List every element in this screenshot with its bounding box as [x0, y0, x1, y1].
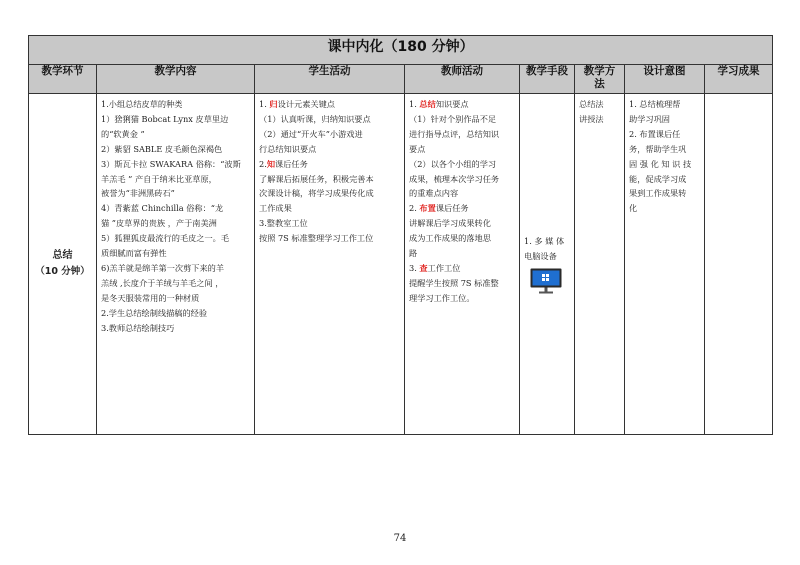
design-intent-lines [625, 94, 704, 216]
teaching-method-cell [575, 94, 625, 435]
teacher-line: 成为工作成果的落地思 [409, 233, 491, 244]
highlight-keyword: 归 [269, 99, 278, 109]
smart-board-display-icon [530, 268, 562, 294]
content-cell [97, 94, 255, 435]
design-line: 固 强 化 知 识 技 [629, 158, 692, 169]
content-line: 2）紫貂 SABLE 皮毛颜色深褐色 [101, 143, 223, 154]
content-line: 猫 ”皮草界的贵族 ，产于南美洲 [101, 218, 217, 229]
content-line: 3）斯瓦卡拉 SWAKARA 俗称：“波斯 [101, 158, 241, 169]
teaching-method-lines [575, 94, 624, 127]
content-line: 2.学生总结绘制线描稿的经验 [101, 307, 208, 318]
design-line: 2. 布置课后任 [629, 128, 681, 139]
item-text: 工作工位 [427, 262, 461, 273]
learning-outcome-cell [705, 94, 773, 435]
student-line [259, 97, 400, 112]
item-number: 1. [259, 99, 270, 109]
highlight-keyword: 知 [266, 158, 276, 169]
highlight-keyword: 布置 [419, 203, 436, 214]
teacher-line: 理学习工作工位。 [409, 292, 475, 303]
teacher-line: 提醒学生按照 7S 标准整 [409, 277, 499, 288]
student-activity-lines [255, 94, 404, 246]
stage-cell [29, 94, 97, 435]
student-line: 3.整教室工位 [259, 218, 308, 229]
design-line: 务，帮助学生巩 [629, 143, 687, 154]
item-text: 课后任务 [275, 158, 308, 169]
design-line: 能，促成学习成 [629, 173, 687, 184]
header-teacher-activity: 教师活动 [405, 65, 520, 94]
design-line: 1. 总结梳理帮 [629, 99, 681, 109]
item-number: 2. [259, 158, 267, 169]
teacher-activity-cell [405, 94, 520, 435]
teacher-line: （1）针对个别作品不足 [409, 113, 497, 124]
content-line: 3.教师总结绘制技巧 [101, 322, 175, 333]
student-line: 了解课后拓展任务，积极完善本 [259, 173, 374, 184]
method-line: 总结法 [579, 99, 604, 109]
teacher-line [409, 97, 515, 112]
teacher-line [409, 201, 515, 216]
content-line: 4）青紫蓝 Chinchilla 俗称：“龙 [101, 203, 224, 214]
student-activity-cell [255, 94, 405, 435]
student-line: （2）通过“开火车”小游戏进 [259, 128, 363, 139]
item-number: 2. [409, 203, 420, 214]
means-line: 电脑设备 [524, 251, 557, 261]
teacher-line: 的重难点内容 [409, 188, 459, 199]
design-intent-cell [625, 94, 705, 435]
design-line: 果到工作成果转 [629, 188, 687, 199]
means-line: 1. 多 媒 体 [524, 236, 565, 247]
header-learning-outcome: 学习成果 [705, 65, 773, 94]
design-line: 助学习巩固 [629, 113, 670, 124]
teacher-line [409, 261, 515, 276]
content-line: 羊羔毛 ” 产自于纳米比亚草原， [101, 173, 217, 184]
content-line: 的“软黄金 ” [101, 128, 145, 139]
content-line: 1）猞猁猫 Bobcat Lynx 皮草里边 [101, 113, 229, 124]
teaching-means-lines [520, 234, 574, 264]
content-line: 5）狐狸狐皮最流行的毛皮之一。毛 [101, 233, 230, 244]
method-line: 讲授法 [579, 113, 604, 124]
stage-duration: （10 分钟） [35, 266, 90, 277]
design-line: 化 [629, 203, 638, 214]
teacher-line: 进行指导点评，总结知识 [409, 128, 500, 139]
teacher-line: 路 [409, 248, 418, 259]
student-line: 次课设计稿，将学习成果传化成 [259, 188, 374, 199]
item-number: 1. [409, 99, 420, 109]
item-text: 知识要点 [435, 99, 469, 109]
student-line [259, 157, 400, 172]
highlight-keyword: 总结 [419, 99, 436, 109]
item-number: 3. [409, 262, 420, 273]
section-title: 课中内化（180 分钟） [29, 36, 773, 65]
teacher-line: 成果，梳理本次学习任务 [409, 173, 500, 184]
content-lines [97, 94, 254, 336]
stage-name: 总结 [52, 250, 73, 261]
header-design-intent: 设计意图 [625, 65, 705, 94]
content-line: 质细腻而富有弹性 [101, 248, 167, 259]
teacher-line: 讲解课后学习成果转化 [409, 218, 491, 229]
item-text: 设计元素关键点 [277, 99, 335, 109]
lesson-plan-table [28, 35, 773, 435]
teacher-line: （2）以各个小组的学习 [409, 158, 497, 169]
content-line: 6)羔羊就是绵羊第一次剪下来的羊 [101, 262, 225, 273]
teaching-means-cell [520, 94, 575, 435]
content-line: 被誉为“非洲黑砖石” [101, 188, 175, 199]
item-text: 课后任务 [435, 203, 469, 214]
content-line: 是冬天服装常用的一种材质 [101, 292, 200, 303]
student-line: （1）认真听课，归纳知识要点 [259, 113, 371, 124]
highlight-keyword: 查 [419, 262, 428, 273]
header-teaching-method: 教学方法 [575, 65, 625, 94]
student-line: 工作成果 [259, 203, 292, 214]
content-line: 羔绒 ,长度介于羊绒与羊毛之间 ， [101, 277, 224, 288]
header-student-activity: 学生活动 [255, 65, 405, 94]
header-content: 教学内容 [97, 65, 255, 94]
teacher-line: 要点 [409, 143, 426, 154]
teacher-activity-lines [405, 94, 519, 306]
student-line: 行总结知识要点 [259, 143, 317, 154]
student-line: 按照 7S 标准整理学习工作工位 [259, 233, 374, 244]
content-line: 1.小组总结皮草的种类 [101, 99, 183, 109]
page-number: 74 [393, 533, 407, 544]
header-teaching-means: 教学手段 [520, 65, 575, 94]
header-stage: 教学环节 [29, 65, 97, 94]
